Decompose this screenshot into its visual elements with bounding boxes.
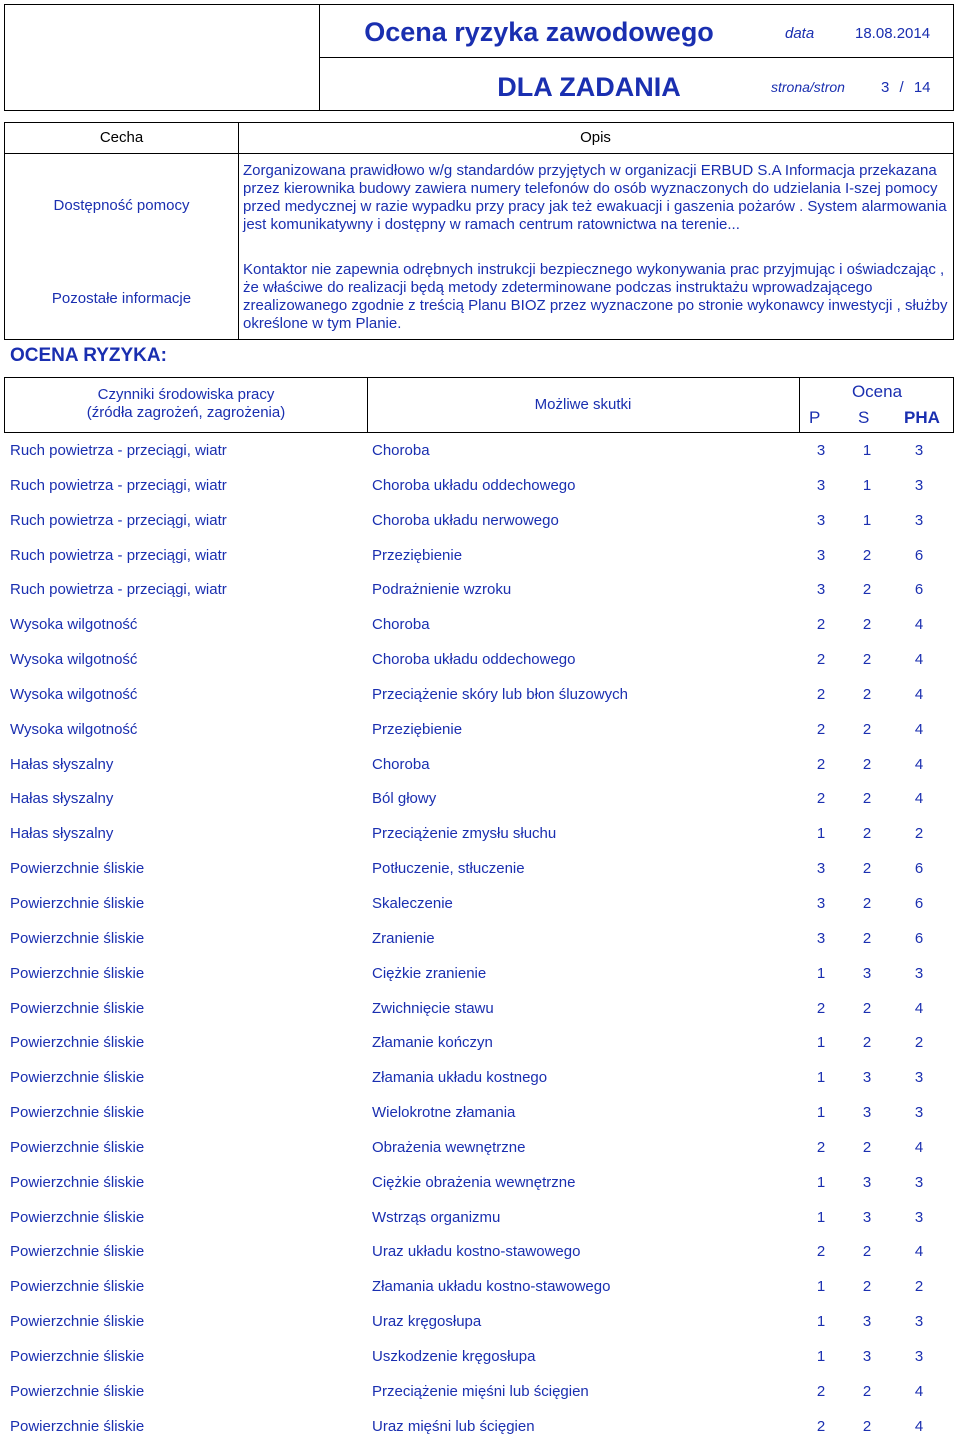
risk-header-factors-line1: Czynniki środowiska pracy [97,386,275,403]
risk-p: 3 [816,476,826,494]
info-column-divider [238,123,239,339]
risk-row [0,1061,960,1096]
risk-s: 2 [862,860,872,878]
page-number: 3 / 14 [881,79,931,96]
date-label: data [785,25,815,42]
risk-pha: 4 [914,685,924,703]
page-label: strona/stron [771,79,845,95]
risk-pha: 6 [914,894,924,912]
risk-row [0,817,960,852]
risk-p: 1 [816,1278,826,1296]
risk-factor: Powierzchnie śliskie [10,860,145,878]
risk-header-factors [5,386,367,422]
risk-pha: 6 [914,546,924,564]
risk-p: 2 [816,1243,826,1261]
risk-row [0,504,960,539]
risk-p: 1 [816,825,826,843]
risk-pha: 3 [914,1313,924,1331]
risk-effect: Choroba układu oddechowego [372,651,576,669]
risk-row [0,1305,960,1340]
risk-s: 2 [862,720,872,738]
risk-pha: 3 [914,1104,924,1122]
risk-row [0,643,960,678]
risk-row [0,1235,960,1270]
risk-p: 3 [816,442,826,459]
risk-p: 2 [816,755,826,773]
risk-pha: 3 [914,964,924,982]
risk-header-factors-line2: (źródła zagrożeń, zagrożenia) [86,404,286,421]
risk-p: 1 [816,1034,826,1052]
risk-s: 2 [862,790,872,808]
risk-pha: 6 [914,581,924,599]
risk-p: 3 [816,860,826,878]
risk-row [0,748,960,783]
risk-effect: Choroba układu nerwowego [372,511,559,529]
risk-effect: Zranienie [372,929,435,947]
risk-factor: Wysoka wilgotność [10,720,138,738]
risk-s: 2 [862,1382,872,1400]
risk-factor: Ruch powietrza - przeciągi, wiatr [10,546,227,564]
risk-pha: 4 [914,755,924,773]
info-text-other-information: Kontaktor nie zapewnia odrębnych instrukcji bezpiecznego wykonywania prac przyjmując i oświadczając , że właściwe do realizacji będą metody zdeterminowane podczas instruktażu wprowadzającego zrealizowanego zgodnie z treścią Planu BIOZ przez wyznaczone po stronie wykonawcy inwestycji , służby określone w tym Planie. [243,261,948,332]
risk-pha: 4 [914,790,924,808]
risk-p: 2 [816,790,826,808]
risk-p: 2 [816,999,826,1017]
risk-pha: 2 [914,825,924,843]
risk-p: 1 [816,1313,826,1331]
risk-s: 3 [862,1208,872,1226]
header-divider-horizontal [319,57,953,58]
risk-row [0,992,960,1027]
risk-factor: Hałas słyszalny [10,755,114,773]
risk-factor: Ruch powietrza - przeciągi, wiatr [10,476,227,494]
risk-factor: Powierzchnie śliskie [10,1138,145,1156]
risk-row [0,539,960,574]
risk-row [0,957,960,992]
risk-effect: Przeziębienie [372,546,463,564]
risk-pha: 3 [914,1208,924,1226]
risk-row [0,852,960,887]
risk-row [0,713,960,748]
risk-factor: Wysoka wilgotność [10,651,138,669]
risk-table-header [4,377,954,433]
risk-pha: 6 [914,929,924,947]
risk-factor: Powierzchnie śliskie [10,1173,145,1191]
risk-factor: Powierzchnie śliskie [10,1313,145,1331]
risk-row [0,1026,960,1061]
risk-s: 2 [862,1243,872,1261]
risk-p: 3 [816,511,826,529]
risk-s: 2 [862,999,872,1017]
risk-row [0,1201,960,1236]
risk-factor: Powierzchnie śliskie [10,964,145,982]
risk-p: 3 [816,581,826,599]
risk-header-s: S [858,408,870,427]
risk-s: 2 [862,685,872,703]
risk-pha: 4 [914,1243,924,1261]
risk-row [0,1340,960,1375]
risk-factor: Powierzchnie śliskie [10,1034,145,1052]
risk-header-rating: Ocena [851,382,903,401]
risk-pha: 4 [914,999,924,1017]
risk-p: 2 [816,651,826,669]
risk-p: 2 [816,685,826,703]
risk-effect: Choroba [372,442,430,459]
risk-row [0,469,960,504]
risk-factor: Powierzchnie śliskie [10,1278,145,1296]
risk-pha: 3 [914,476,924,494]
info-header-divider [5,153,953,154]
risk-factor: Powierzchnie śliskie [10,929,145,947]
info-label-other-information: Pozostałe informacje [51,290,192,307]
risk-effect: Skaleczenie [372,894,453,912]
risk-p: 1 [816,1104,826,1122]
risk-s: 1 [862,442,872,459]
date-value: 18.08.2014 [855,25,931,42]
risk-pha: 3 [914,1069,924,1087]
risk-effect: Uszkodzenie kręgosłupa [372,1347,536,1365]
risk-s: 2 [862,755,872,773]
risk-row [0,1375,960,1410]
risk-effect: Choroba [372,755,430,773]
risk-factor: Powierzchnie śliskie [10,1104,145,1122]
risk-effect: Choroba [372,616,430,634]
risk-row [0,678,960,713]
risk-factor: Powierzchnie śliskie [10,1208,145,1226]
risk-pha: 4 [914,720,924,738]
risk-s: 3 [862,1313,872,1331]
risk-effect: Obrażenia wewnętrzne [372,1138,526,1156]
risk-s: 2 [862,1034,872,1052]
risk-p: 2 [816,1382,826,1400]
risk-p: 2 [816,1417,826,1435]
risk-effect: Wstrząs organizmu [372,1208,501,1226]
risk-factor: Powierzchnie śliskie [10,1382,145,1400]
info-label-help-availability: Dostępność pomocy [53,197,190,214]
risk-factor: Powierzchnie śliskie [10,1069,145,1087]
risk-s: 2 [862,1278,872,1296]
risk-pha: 3 [914,1173,924,1191]
risk-pha: 4 [914,616,924,634]
risk-factor: Powierzchnie śliskie [10,1417,145,1435]
risk-factor: Powierzchnie śliskie [10,1347,145,1365]
risk-effect: Przeziębienie [372,720,463,738]
risk-row [0,1270,960,1305]
risk-effect: Podrażnienie wzroku [372,581,512,599]
risk-factor: Hałas słyszalny [10,825,114,843]
risk-row [0,1166,960,1201]
risk-table-body [0,434,960,1444]
document-subtitle: DLA ZADANIA [497,72,681,102]
risk-header-p: P [809,408,821,427]
risk-s: 3 [862,1347,872,1365]
risk-p: 3 [816,546,826,564]
risk-p: 1 [816,1069,826,1087]
risk-pha: 3 [914,1347,924,1365]
risk-factor: Powierzchnie śliskie [10,894,145,912]
risk-s: 2 [862,651,872,669]
risk-p: 3 [816,894,826,912]
risk-p: 1 [816,1347,826,1365]
risk-assessment-heading: OCENA RYZYKA: [10,345,167,366]
risk-s: 1 [862,476,872,494]
risk-row [0,434,960,469]
risk-header-effects: Możliwe skutki [534,396,632,413]
risk-s: 2 [862,581,872,599]
risk-effect: Złamanie kończyn [372,1034,493,1052]
risk-effect: Ciężkie zranienie [372,964,487,982]
risk-p: 1 [816,1208,826,1226]
risk-effect: Złamania układu kostnego [372,1069,548,1087]
risk-s: 1 [862,511,872,529]
risk-effect: Uraz mięśni lub ścięgien [372,1417,535,1435]
risk-effect: Ból głowy [372,790,437,808]
document-header [4,4,954,111]
risk-s: 3 [862,1104,872,1122]
risk-factor: Ruch powietrza - przeciągi, wiatr [10,442,227,459]
risk-pha: 4 [914,1382,924,1400]
risk-effect: Ciężkie obrażenia wewnętrzne [372,1173,576,1191]
risk-p: 2 [816,1138,826,1156]
risk-pha: 4 [914,1417,924,1435]
risk-effect: Złamania układu kostno-stawowego [372,1278,611,1296]
risk-s: 2 [862,825,872,843]
risk-effect: Potłuczenie, stłuczenie [372,860,525,878]
risk-s: 2 [862,1417,872,1435]
risk-factor: Ruch powietrza - przeciągi, wiatr [10,581,227,599]
risk-s: 2 [862,1138,872,1156]
risk-effect: Zwichnięcie stawu [372,999,494,1017]
risk-factor: Hałas słyszalny [10,790,114,808]
risk-factor: Ruch powietrza - przeciągi, wiatr [10,511,227,529]
risk-pha: 6 [914,860,924,878]
info-text-help-availability: Zorganizowana prawidłowo w/g standardów przyjętych w organizacji ERBUD S.A Informacja przekazana przez kierownika budowy zawiera numery telefonów do osób wyznaczonych do udzielania I-szej pomocy przed medycznej w razie wypadku przy pracy jak też ewakuacji i gaszenia pożarów . System alarmowania jest komunikatywny i dostępny w ramach centrum ratownictwa na terenie... [243,162,947,233]
risk-effect: Uraz układu kostno-stawowego [372,1243,581,1261]
risk-p: 1 [816,964,826,982]
risk-factor: Powierzchnie śliskie [10,1243,145,1261]
risk-row [0,887,960,922]
risk-factor: Powierzchnie śliskie [10,999,145,1017]
risk-row [0,1410,960,1445]
risk-pha: 4 [914,651,924,669]
risk-pha: 2 [914,1278,924,1296]
risk-effect: Wielokrotne złamania [372,1104,516,1122]
risk-s: 3 [862,1173,872,1191]
risk-p: 2 [816,720,826,738]
risk-s: 2 [862,546,872,564]
info-header-feature: Cecha [99,129,144,146]
risk-s: 3 [862,1069,872,1087]
risk-effect: Przeciążenie mięśni lub ścięgien [372,1382,589,1400]
risk-s: 2 [862,894,872,912]
risk-header-pha: PHA [904,408,940,427]
risk-p: 2 [816,616,826,634]
risk-s: 2 [862,616,872,634]
risk-s: 2 [862,929,872,947]
info-table [4,122,954,340]
risk-pha: 4 [914,1138,924,1156]
risk-effect: Przeciążenie skóry lub błon śluzowych [372,685,628,703]
risk-p: 3 [816,929,826,947]
risk-pha: 3 [914,442,924,459]
document-title: Ocena ryzyka zawodowego [364,17,714,47]
risk-row [0,608,960,643]
risk-p: 1 [816,1173,826,1191]
risk-row [0,922,960,957]
risk-s: 3 [862,964,872,982]
risk-factor: Wysoka wilgotność [10,685,138,703]
risk-pha: 3 [914,511,924,529]
info-header-description: Opis [580,129,611,146]
risk-pha: 2 [914,1034,924,1052]
risk-row [0,573,960,608]
risk-effect: Uraz kręgosłupa [372,1313,482,1331]
risk-effect: Przeciążenie zmysłu słuchu [372,825,557,843]
risk-row [0,1096,960,1131]
risk-row [0,1131,960,1166]
risk-factor: Wysoka wilgotność [10,616,138,634]
risk-row [0,782,960,817]
risk-effect: Choroba układu oddechowego [372,476,576,494]
